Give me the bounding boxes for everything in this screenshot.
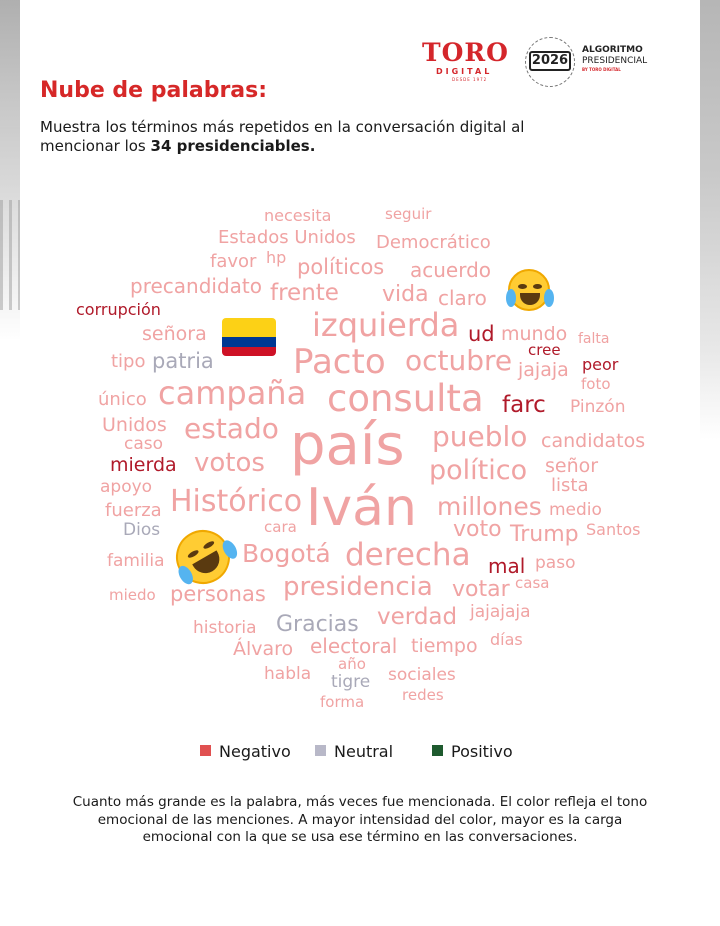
toro-logo-word: TORO: [422, 38, 509, 67]
cloud-word: campaña: [158, 374, 307, 412]
algoritmo-line-2: PRESIDENCIAL: [582, 56, 648, 66]
cloud-word: casa: [515, 574, 550, 592]
cloud-word: hp: [266, 248, 287, 267]
cloud-word: estado: [184, 412, 279, 445]
cloud-word: Bogotá: [242, 539, 331, 568]
cloud-word: jajaja: [518, 359, 569, 381]
page-title: Nube de palabras:: [40, 78, 268, 103]
cloud-word: falta: [578, 331, 610, 347]
cloud-word: presidencia: [283, 572, 433, 602]
cloud-word: redes: [402, 686, 444, 704]
cloud-word: farc: [502, 392, 546, 418]
legend-item-neutral: [315, 742, 393, 761]
cloud-word: Pacto: [293, 342, 386, 382]
cloud-word: único: [98, 389, 147, 410]
cloud-word: derecha: [345, 537, 471, 573]
cloud-word: días: [490, 630, 523, 649]
cloud-word: verdad: [377, 604, 458, 630]
face-with-tears-of-joy-icon: [508, 269, 550, 311]
cloud-word: país: [290, 413, 405, 478]
cloud-word: voto: [453, 517, 502, 542]
algoritmo-line-1: ALGORITMO: [582, 45, 643, 55]
cloud-word: tipo: [111, 351, 146, 372]
cloud-word: vida: [382, 282, 429, 307]
cloud-word: pueblo: [432, 420, 528, 453]
cloud-word: Gracias: [276, 612, 359, 637]
cloud-word: izquierda: [312, 306, 460, 344]
cloud-word: precandidato: [130, 274, 262, 298]
cloud-word: votos: [194, 448, 265, 478]
legend-swatch-negativo: [200, 745, 211, 756]
cloud-word: millones: [437, 492, 542, 521]
cloud-word: tiempo: [411, 635, 478, 657]
cloud-word: año: [338, 655, 366, 673]
cloud-word: consulta: [327, 377, 484, 420]
legend-item-positivo: [432, 742, 513, 761]
toro-logo-since: DESDE 1972: [452, 77, 488, 82]
cloud-word: familia: [107, 551, 165, 571]
cloud-word: octubre: [405, 344, 513, 377]
legend-label-neutral: Neutral: [334, 742, 394, 761]
legend-label-negativo: Negativo: [219, 742, 291, 761]
cloud-word: políticos: [297, 255, 385, 279]
cloud-word: Histórico: [170, 484, 303, 519]
cloud-word: mundo: [501, 323, 568, 345]
cloud-word: peor: [582, 355, 619, 374]
cloud-word: claro: [438, 286, 487, 310]
cloud-word: historia: [193, 618, 257, 638]
legend-swatch-neutral: [315, 745, 326, 756]
cloud-word: habla: [264, 664, 312, 684]
cloud-word: corrupción: [76, 300, 161, 319]
description-bold: 34 presidenciables.: [150, 137, 316, 155]
seal-year: 2026: [529, 51, 571, 71]
cloud-word: apoyo: [100, 477, 153, 497]
cloud-word: patria: [152, 349, 214, 373]
cloud-word: acuerdo: [410, 258, 492, 282]
description-text: Muestra los términos más repetidos en la conversación digital al mencionar los: [40, 118, 525, 155]
cloud-word: paso: [535, 553, 576, 573]
cloud-word: Iván: [306, 478, 417, 538]
cloud-word: lista: [551, 475, 589, 496]
cloud-word: Unidos: [102, 414, 167, 436]
cloud-word: sociales: [388, 665, 456, 685]
cloud-word: fuerza: [105, 500, 162, 521]
legend-swatch-positivo: [432, 745, 443, 756]
cloud-word: favor: [210, 251, 257, 272]
cloud-word: electoral: [310, 634, 398, 658]
cloud-word: Estados Unidos: [218, 227, 356, 248]
cloud-word: Dios: [123, 520, 161, 540]
cloud-word: votar: [452, 577, 510, 602]
legend-label-positivo: Positivo: [451, 742, 513, 761]
cloud-word: ud: [468, 322, 495, 346]
cloud-word: político: [429, 455, 528, 486]
cloud-word: mal: [488, 554, 526, 578]
cloud-word: Trump: [510, 522, 579, 547]
cloud-word: Álvaro: [233, 638, 294, 660]
cloud-word: seguir: [385, 205, 432, 223]
cloud-word: miedo: [109, 586, 156, 604]
cloud-word: personas: [170, 582, 266, 606]
colombia-flag-icon: [222, 318, 276, 356]
cloud-word: caso: [124, 434, 164, 454]
cloud-word: forma: [320, 693, 365, 711]
cloud-word: mierda: [110, 454, 177, 476]
cloud-word: señora: [142, 323, 207, 345]
cloud-word: medio: [549, 500, 602, 520]
cloud-word: Santos: [586, 520, 641, 539]
cloud-word: Pinzón: [570, 397, 626, 417]
legend: [200, 742, 560, 764]
cloud-word: foto: [581, 375, 611, 393]
cloud-word: tigre: [331, 672, 371, 692]
cloud-word: cree: [528, 341, 561, 359]
cloud-word: candidatos: [541, 430, 646, 452]
cloud-word: señor: [545, 455, 599, 477]
algoritmo-line-3: BY TORO DIGITAL: [582, 67, 621, 72]
cloud-word: necesita: [264, 206, 332, 225]
cloud-word: jajajaja: [470, 602, 531, 622]
toro-logo-sub: DIGITAL: [436, 67, 493, 76]
cloud-word: cara: [264, 518, 297, 536]
legend-item-negativo: [200, 742, 291, 761]
cloud-word: Democrático: [376, 232, 491, 253]
cloud-word: frente: [270, 280, 339, 306]
explanatory-note: Cuanto más grande es la palabra, más veces fue mencionada. El color refleja el tono emocional de las menciones. A mayor intensidad del color, mayor es la carga emocional con la que se usa ese término en las conversaciones.: [72, 794, 648, 845]
